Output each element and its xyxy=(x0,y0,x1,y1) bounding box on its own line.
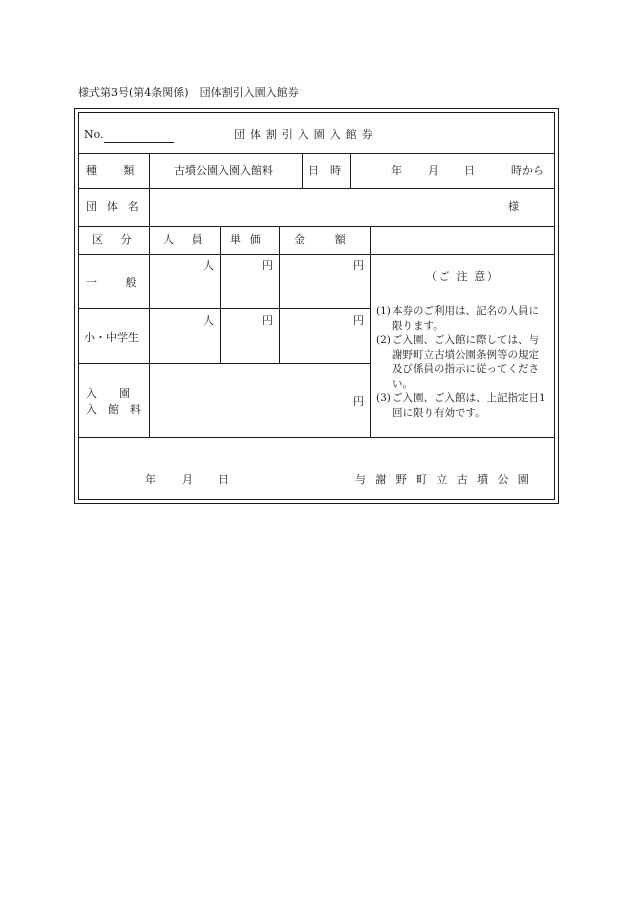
fee-label-line2: 入 館 料 xyxy=(86,403,141,416)
rule-unit-price xyxy=(279,226,280,363)
form-heading: 様式第3号(第4条関係) 団体割引入園入館券 xyxy=(78,86,299,99)
note-number: (1) xyxy=(376,305,391,317)
issuer-name: 与謝野町立古墳公園 xyxy=(355,473,539,486)
header-unit-price: 単価 xyxy=(230,233,270,246)
fee-label-line1: 入 園 xyxy=(86,387,130,400)
rule-category xyxy=(149,226,150,437)
rule-below-title xyxy=(79,153,554,154)
group-name-label: 団体名 xyxy=(86,200,149,213)
ticket-outer-border xyxy=(74,108,559,504)
date-month-label: 月 xyxy=(428,164,439,177)
date-day-label: 日 xyxy=(464,164,475,177)
header-amount: 金額 xyxy=(294,233,376,246)
type-label: 種類 xyxy=(86,164,161,177)
date-year-label: 年 xyxy=(391,164,402,177)
ticket-inner-border xyxy=(78,112,555,500)
rule-below-general xyxy=(79,308,370,309)
fee-amount-unit: 円 xyxy=(353,395,364,408)
time-from-label: 時から xyxy=(511,164,544,177)
type-value: 古墳公園入園入館料 xyxy=(174,164,273,177)
students-price-unit: 円 xyxy=(262,314,273,327)
note-text: ご入園、ご入館は、上記指定日1回に限り有効です。 xyxy=(392,392,546,419)
category-general: 一般 xyxy=(86,276,166,289)
note-item xyxy=(376,391,548,420)
ticket-title: 団体割引入園入館券 xyxy=(234,128,378,141)
rule-type-value xyxy=(302,153,303,188)
header-category: 区分 xyxy=(92,233,150,246)
note-item xyxy=(376,333,548,391)
rule-below-group xyxy=(79,226,554,227)
general-price-unit: 円 xyxy=(262,259,273,272)
issue-day-label: 日 xyxy=(218,473,229,486)
notes-title: （ご 注 意） xyxy=(426,270,500,283)
number-underline xyxy=(104,142,174,143)
category-students: 小・中学生 xyxy=(84,331,139,344)
issue-year-label: 年 xyxy=(145,473,156,486)
number-label: No. xyxy=(84,128,104,141)
notes-list xyxy=(376,304,548,420)
note-number: (2) xyxy=(376,334,391,346)
students-count-unit: 人 xyxy=(203,314,214,327)
rule-below-type xyxy=(79,188,554,189)
rule-below-fee xyxy=(79,437,554,438)
note-number: (3) xyxy=(376,392,391,404)
general-amount-unit: 円 xyxy=(353,259,364,272)
header-count: 人員 xyxy=(163,233,221,246)
students-amount-unit: 円 xyxy=(353,314,364,327)
note-item xyxy=(376,304,548,333)
note-text: 本券のご利用は、記名の人員に限ります。 xyxy=(392,305,539,332)
notes-panel xyxy=(371,255,555,437)
note-text: ご入園、ご入館に際しては、与謝野町立古墳公園条例等の規定及び係員の指示に従ってください。 xyxy=(392,334,539,390)
rule-below-students xyxy=(79,363,370,364)
datetime-label: 日時 xyxy=(308,164,352,177)
issue-month-label: 月 xyxy=(182,473,193,486)
group-name-suffix: 様 xyxy=(508,200,519,213)
general-count-unit: 人 xyxy=(203,259,214,272)
